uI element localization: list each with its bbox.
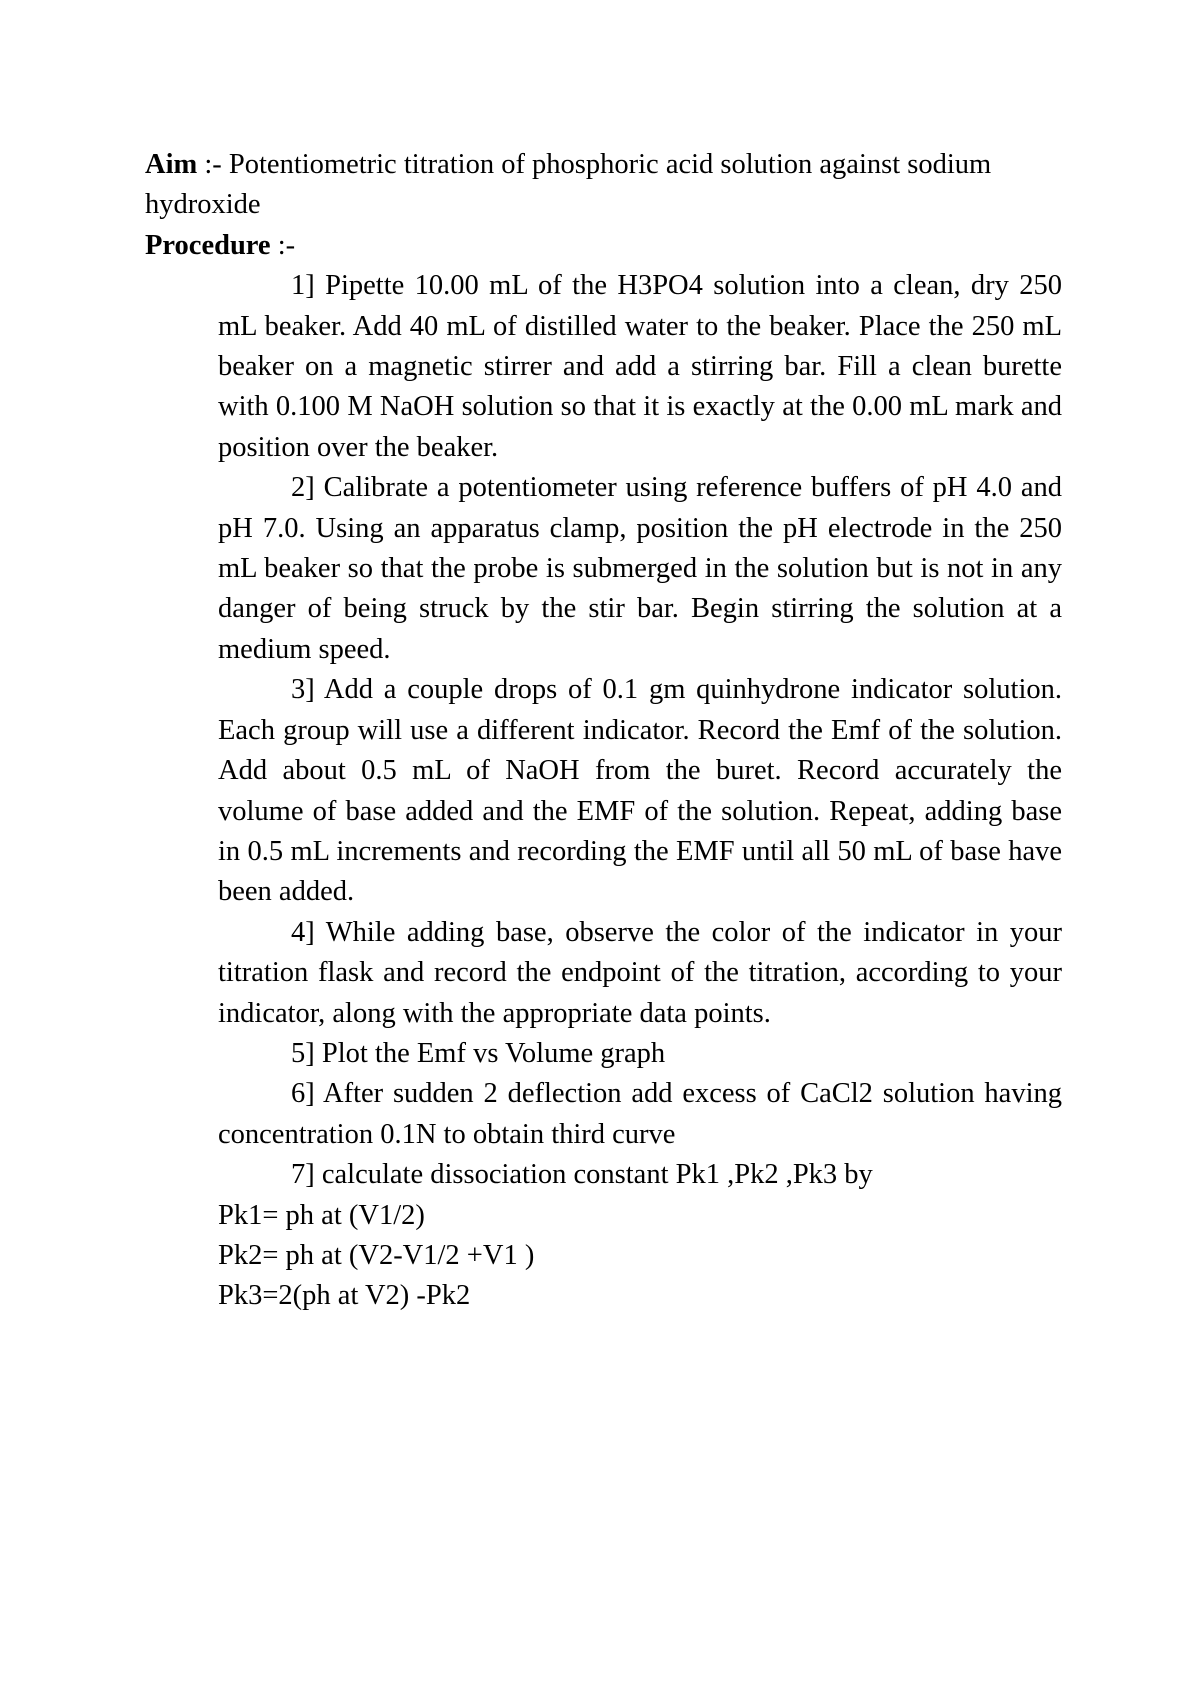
formula-pk3: Pk3=2(ph at V2) -Pk2 [218, 1280, 471, 1312]
procedure-step-5: 5] Plot the Emf vs Volume graph [291, 1037, 666, 1069]
aim-paragraph [145, 145, 1062, 226]
procedure-suffix: :- [270, 229, 296, 261]
procedure-step-3: 3] Add a couple drops of 0.1 gm quinhydrone indicator solution. Each group will use a different indicator. Record the Emf of the solution. Add about 0.5 mL of NaOH from the buret. Record accurately the volume of base added and the EMF of the solution. Repeat, adding base in 0.5 mL increments and recording the EMF until all 50 mL of base have been added. [218, 674, 1062, 908]
aim-text: :- Potentiometric titration of phosphoric acid solution against sodium hydroxide [145, 149, 992, 221]
procedure-step-6: 6] After sudden 2 deflection add excess of CaCl2 solution having concentration 0.1N to obtain third curve [218, 1078, 1062, 1150]
procedure-step-7: 7] calculate dissociation constant Pk1 ,Pk2 ,Pk3 by [291, 1159, 873, 1191]
dissociation-formulas [145, 1196, 1062, 1317]
formula-pk2: Pk2= ph at (V2-V1/2 +V1 ) [218, 1239, 535, 1271]
procedure-steps [145, 266, 1062, 1195]
procedure-step-1: 1] Pipette 10.00 mL of the H3PO4 solution into a clean, dry 250 mL beaker. Add 40 mL of distilled water to the beaker. Place the 250 mL beaker on a magnetic stirrer and add a stirring bar. Fill a clean burette with 0.100 M NaOH solution so that it is exactly at the 0.00 mL mark and position over the beaker. [218, 270, 1062, 463]
procedure-heading [145, 226, 1062, 266]
aim-label: Aim [145, 149, 198, 180]
formula-pk1: Pk1= ph at (V1/2) [218, 1199, 425, 1231]
procedure-step-4: 4] While adding base, observe the color of the indicator in your titration flask and record the endpoint of the titration, according to your indicator, along with the appropriate data points. [218, 916, 1062, 1029]
procedure-step-2: 2] Calibrate a potentiometer using reference buffers of pH 4.0 and pH 7.0. Using an apparatus clamp, position the pH electrode in the 250 mL beaker so that the probe is submerged in the solution but is not in any danger of being struck by the stir bar. Begin stirring the solution at a medium speed. [218, 472, 1062, 665]
procedure-label: Procedure [145, 229, 271, 261]
document-body [145, 145, 1062, 1317]
